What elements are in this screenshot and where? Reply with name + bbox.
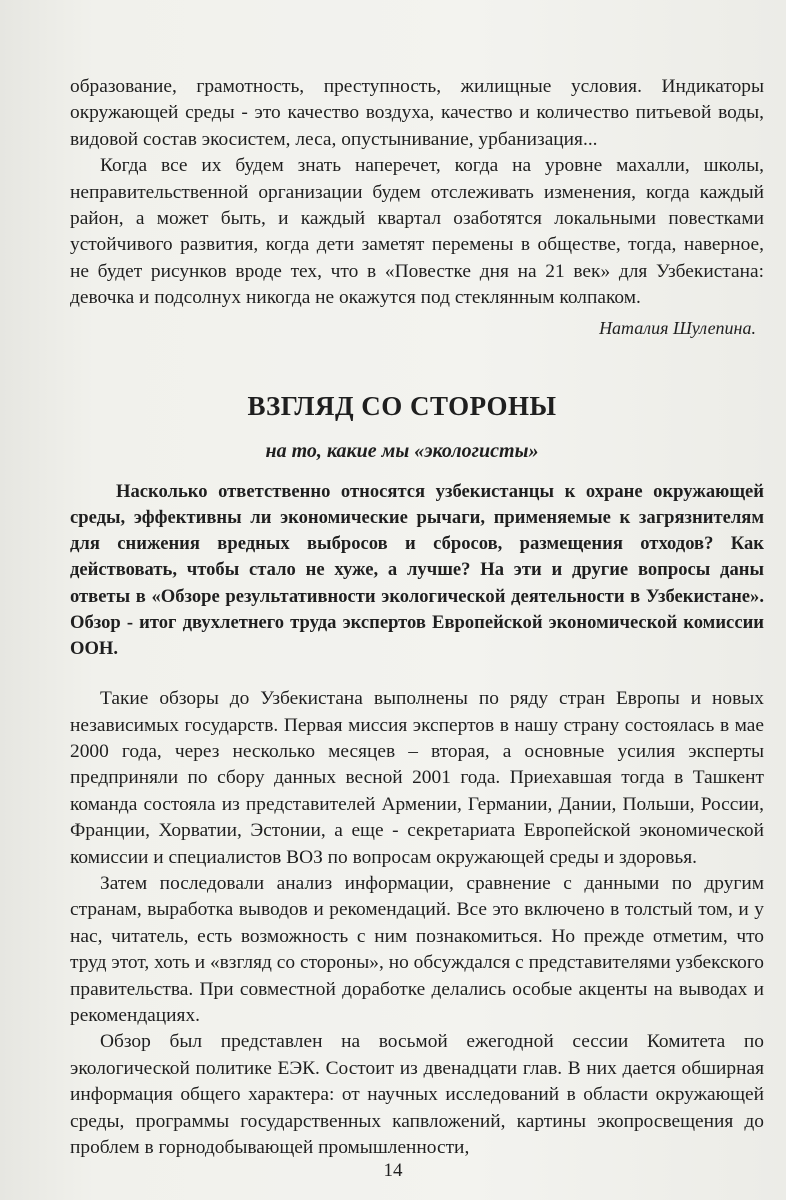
article-lead: Насколько ответственно относятся узбекистанцы к охране окружающей среды, эффективны ли экономические рычаги, применяемые к загрязнителям для снижения вредных выбросов и сбросов, размещения отходов? Как действовать, чтобы стало не хуже, а лучше? На эти и другие вопросы даны ответы в «Обзоре результативности экологической деятельности в Узбекистане». Обзор - итог двухлетнего труда экспертов Европейской экономической комиссии ООН. [70,480,764,659]
article-subtitle: на то, какие мы «экологисты» [265,439,539,462]
intro-paragraph-2: Когда все их будем знать наперечет, когда на уровне махалли, школы, неправительственной организации будем отслеживать изменения, когда каждый район, а может быть, и каждый квартал озаботятся локальными повестками устойчивого развития, когда дети заметят перемены в обществе, тогда, наверное, не будет рисунков вроде тех, что в «Повестке дня на 21 век» для Узбекистана: девочка и подсолнух никогда не окажутся под стеклянным колпаком. [70,155,764,309]
page-number: 14 [383,1160,403,1181]
intro-paragraph-1: образование, грамотность, преступность, жилищные условия. Индикаторы окружающей среды - это качество воздуха, качество и количество питьевой воды, видовой состав экосистем, леса, опустынивание, урбанизация... [70,76,764,150]
article-paragraph-2: Затем последовали анализ информации, сравнение с данными по другим странам, выработка выводов и рекомендаций. Все это включено в толстый том, и у нас, читатель, есть возможность с ним познакомиться. Но прежде отметим, что труд этот, хоть и «взгляд со стороны», но обсуждался с представителями узбекского правительства. При совместной доработке делались особые акценты на выводах и рекомендациях. [70,873,764,1027]
author-signature: Наталия Шулепина. [599,317,756,338]
article-paragraph-1: Такие обзоры до Узбекистана выполнены по ряду стран Европы и новых независимых государств. Первая миссия экспертов в нашу страну состоялась в мае 2000 года, через несколько месяцев – вторая, а основные усилия эксперты предприняли по сбору данных весной 2001 года. Приехавшая тогда в Ташкент команда состояла из представителей Армении, Германии, Дании, Польши, России, Франции, Хорватии, Эстонии, а еще - секретариата Европейской экономической комиссии и специалистов ВОЗ по вопросам окружающей среды и здоровья. [70,688,764,868]
article-paragraph-3: Обзор был представлен на восьмой ежегодной сессии Комитета по экологической политике ЕЭК. Состоит из двенадцати глав. В них дается обширная информация общего характера: от научных исследований в области окружающей среды, программы государственных капвложений, картины экопросвещения до проблем в горнодобывающей промышленности, [70,1031,764,1159]
article-title: ВЗГЛЯД СО СТОРОНЫ [247,390,557,421]
